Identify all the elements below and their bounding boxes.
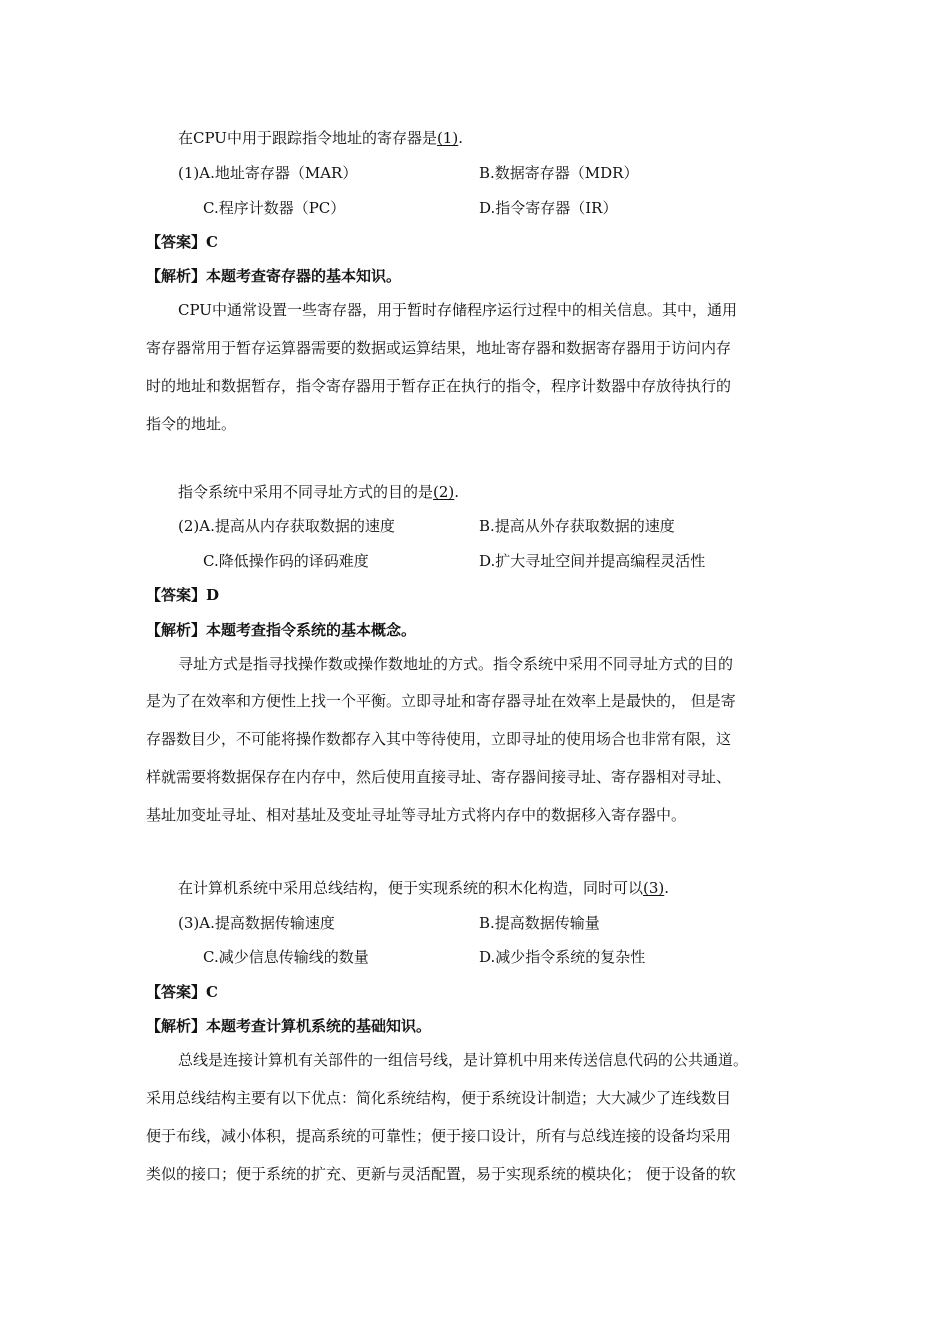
analysis-line: 寻址方式是指寻找操作数或操作数地址的方式。指令系统中采用不同寻址方式的目的 xyxy=(178,655,734,673)
analysis-line: 是为了在效率和方便性上找一个平衡。立即寻址和寄存器寻址在效率上是最快的， 但是寄 xyxy=(146,692,736,710)
analysis-label: 【解析】本题考查计算机系统的基础知识。 xyxy=(146,1017,432,1035)
answer-blank: (2) xyxy=(433,483,455,501)
analysis-line: 时的地址和数据暂存，指令寄存器用于暂存正在执行的指令，程序计数器中存放待执行的 xyxy=(146,377,732,395)
option-a: (2)A.提高从内存获取数据的速度 xyxy=(178,517,395,535)
option-a: (1)A.地址寄存器（MAR） xyxy=(178,164,358,182)
analysis-line: 总线是连接计算机有关部件的一组信号线，是计算机中用来传送信息代码的公共通道。 xyxy=(178,1051,749,1069)
stem-suffix: . xyxy=(664,879,670,897)
answer-blank: (1) xyxy=(436,129,459,147)
option-d: D.减少指令系统的复杂性 xyxy=(479,948,646,966)
answer-label: 【答案】C xyxy=(146,233,218,251)
option-c: C.减少信息传输线的数量 xyxy=(203,948,369,966)
analysis-line: 便于布线，减小体积，提高系统的可靠性；便于接口设计，所有与总线连接的设备均采用 xyxy=(146,1127,732,1145)
analysis-line: 指令的地址。 xyxy=(146,415,237,433)
stem-text: 在CPU中用于跟踪指令地址的寄存器是 xyxy=(178,129,437,147)
stem-suffix: . xyxy=(458,129,463,147)
option-d: D.指令寄存器（IR） xyxy=(479,199,618,217)
answer-label: 【答案】C xyxy=(146,983,218,1001)
option-a: (3)A.提高数据传输速度 xyxy=(178,914,335,932)
question-stem xyxy=(178,128,463,148)
analysis-line: 存器数目少，不可能将操作数都存入其中等待使用，立即寻址的使用场合也非常有限，这 xyxy=(146,730,732,748)
analysis-label: 【解析】本题考查寄存器的基本知识。 xyxy=(146,267,402,285)
option-d: D.扩大寻址空间并提高编程灵活性 xyxy=(479,552,706,570)
answer-label: 【答案】D xyxy=(146,586,220,604)
option-c: C.程序计数器（PC） xyxy=(203,199,346,217)
option-b: B.提高从外存获取数据的速度 xyxy=(479,517,675,535)
analysis-line: 样就需要将数据保存在内存中，然后使用直接寻址、寄存器间接寻址、寄存器相对寻址、 xyxy=(146,768,732,786)
analysis-line: 寄存器常用于暂存运算器需要的数据或运算结果，地址寄存器和数据寄存器用于访问内存 xyxy=(146,339,732,357)
stem-text: 在计算机系统中采用总线结构，便于实现系统的积木化构造，同时可以 xyxy=(178,879,644,897)
answer-blank: (3) xyxy=(643,879,665,897)
analysis-line: CPU中通常设置一些寄存器，用于暂时存储程序运行过程中的相关信息。其中，通用 xyxy=(178,301,737,319)
analysis-line: 采用总线结构主要有以下优点：简化系统结构，便于系统设计制造；大大减少了连线数目 xyxy=(146,1089,732,1107)
stem-text: 指令系统中采用不同寻址方式的目的是 xyxy=(178,483,434,501)
option-b: B.数据寄存器（MDR） xyxy=(479,164,639,182)
question-stem xyxy=(178,482,459,502)
option-c: C.降低操作码的译码难度 xyxy=(203,552,369,570)
analysis-line: 基址加变址寻址、相对基址及变址寻址等寻址方式将内存中的数据移入寄存器中。 xyxy=(146,806,687,824)
question-stem xyxy=(178,878,669,898)
stem-suffix: . xyxy=(454,483,460,501)
analysis-line: 类似的接口；便于系统的扩充、更新与灵活配置，易于实现系统的模块化； 便于设备的软 xyxy=(146,1165,736,1183)
option-b: B.提高数据传输量 xyxy=(479,914,600,932)
analysis-label: 【解析】本题考查指令系统的基本概念。 xyxy=(146,621,417,639)
